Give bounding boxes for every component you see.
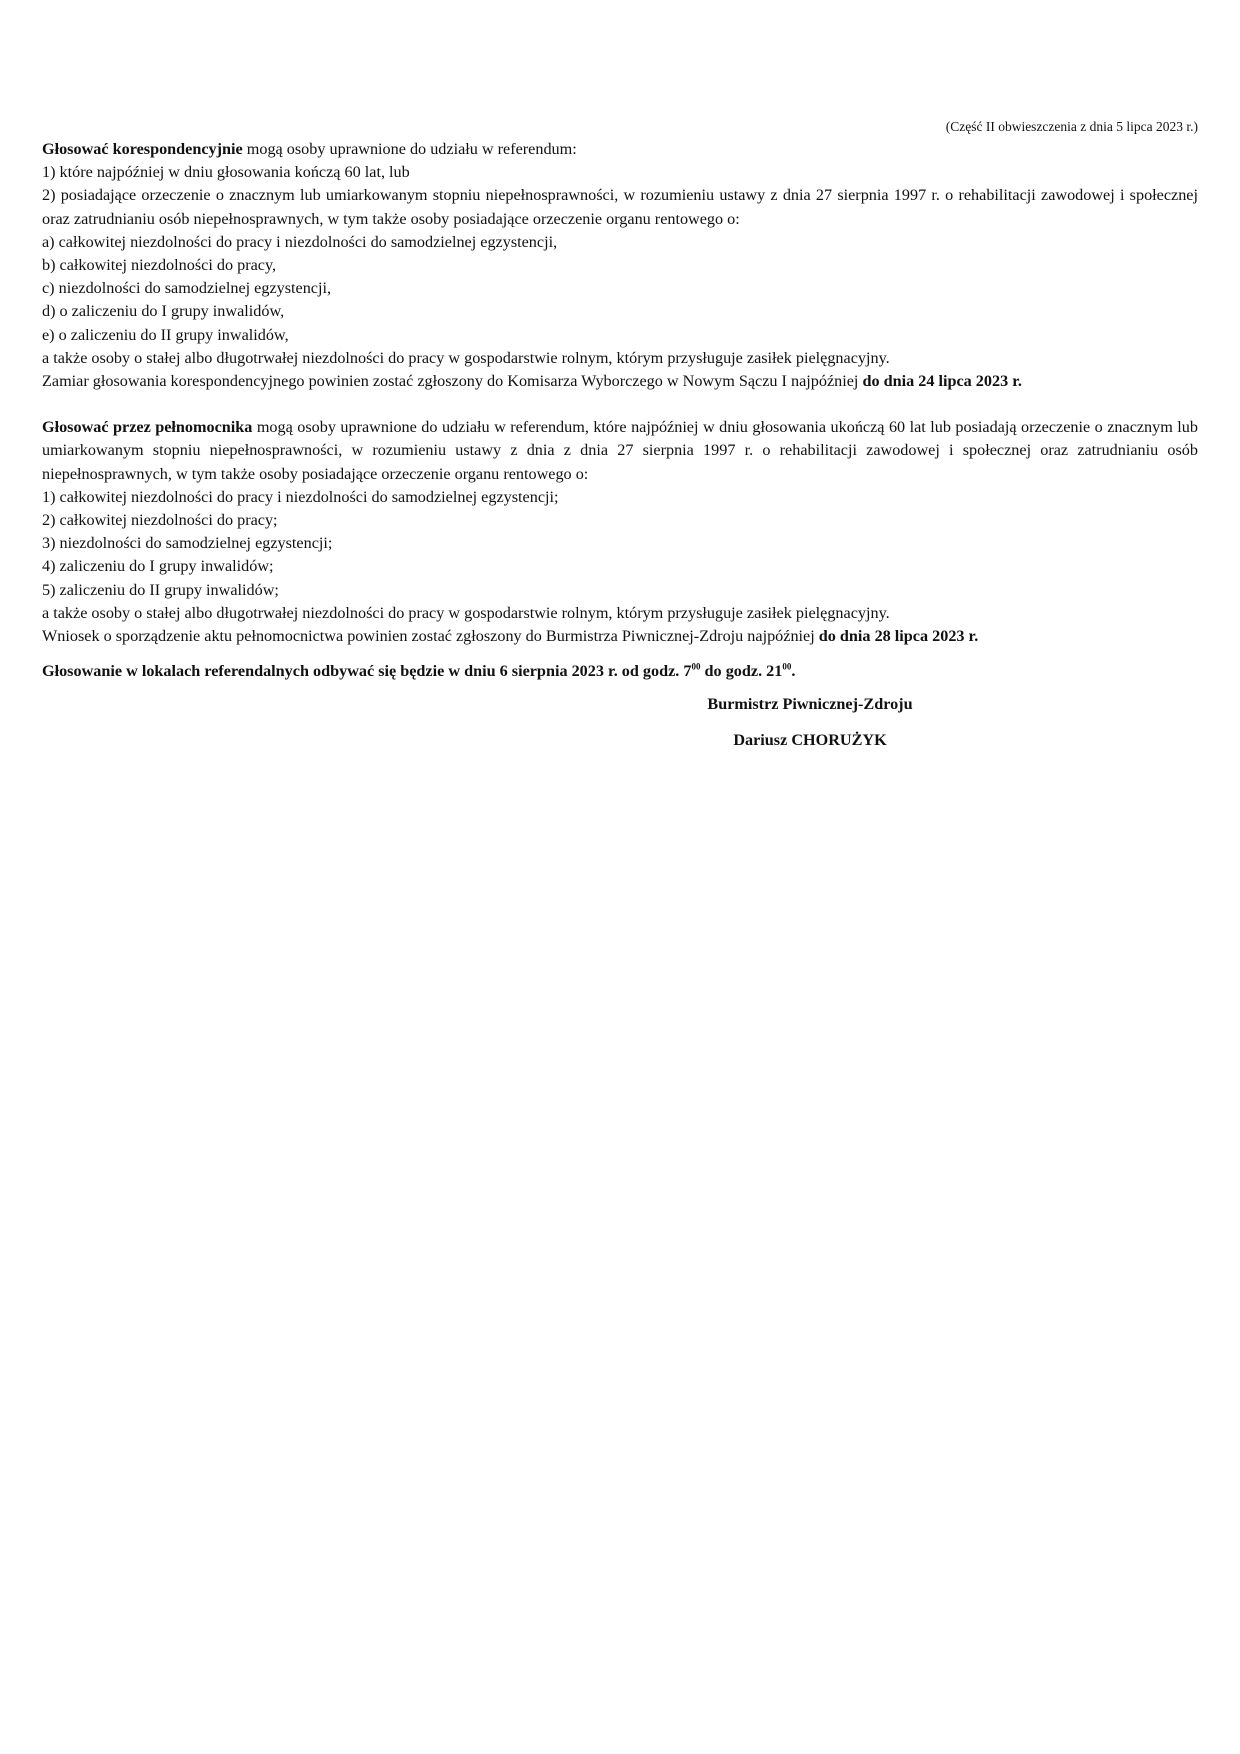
section2-item-3: 3) niezdolności do samodzielnej egzystencji; — [42, 534, 333, 553]
section1-deadline-date: do dnia 24 lipca 2023 r. — [862, 372, 1022, 391]
section1-deadline-text: Zamiar głosowania korespondencyjnego powinien zostać zgłoszony do Komisarza Wyborczego w Nowym Sączu I najpóźniej — [42, 372, 863, 391]
header-note: (Część II obwieszczenia z dnia 5 lipca 2023 r.) — [945, 119, 1198, 134]
section-correspondence-voting — [42, 138, 1198, 393]
section1-sub-item-d: d) o zaliczeniu do I grupy inwalidów, — [42, 302, 285, 321]
voting-hours-start-minutes: 00 — [691, 661, 701, 672]
voting-hours-start: Głosowanie w lokalach referendalnych odbywać się będzie w dniu 6 sierpnia 2023 r. od godz. 7 — [42, 662, 692, 681]
spacer — [42, 648, 1198, 660]
section2-item-1: 1) całkowitej niezdolności do pracy i niezdolności do samodzielnej egzystencji; — [42, 487, 559, 506]
section2-also: a także osoby o stałej albo długotrwałej niezdolności do pracy w gospodarstwie rolnym, którym przysługuje zasiłek pielęgnacyjny. — [42, 603, 890, 622]
section2-lead-rest: mogą osoby uprawnione do udziału w referendum, które najpóźniej w dniu głosowania ukończą 60 lat lub posiadają orzeczenie o znacznym lub umiarkowanym stopniu niepełnosprawności, w rozumieniu ustawy z dnia z dnia 27 sierpnia 1997 r. o rehabilitacji zawodowej i społecznej oraz zatrudnianiu osób niepełnosprawnych, w tym także osoby posiadające orzeczenie organu rentowego o: — [42, 418, 1198, 483]
spacer — [42, 393, 1198, 416]
signature-name: Dariusz CHORUŻYK — [733, 730, 887, 749]
voting-hours-text — [42, 662, 795, 680]
section2-deadline — [42, 625, 1198, 648]
signature-block — [675, 693, 945, 751]
section1-sub-item-e: e) o zaliczeniu do II grupy inwalidów, — [42, 325, 289, 344]
signature-title: Burmistrz Piwnicznej-Zdroju — [707, 695, 913, 714]
section1-sub-item-c: c) niezdolności do samodzielnej egzystencji, — [42, 279, 332, 298]
voting-hours-end-minutes: 00 — [782, 661, 792, 672]
section2-item-5: 5) zaliczeniu do II grupy inwalidów; — [42, 580, 279, 599]
section2-item-4: 4) zaliczeniu do I grupy inwalidów; — [42, 557, 274, 576]
section2-deadline-date: do dnia 28 lipca 2023 r. — [818, 627, 979, 646]
section2-lead-bold: Głosować przez pełnomocnika — [42, 418, 253, 437]
section1-item-2: 2) posiadające orzeczenie o znacznym lub umiarkowanym stopniu niepełnosprawności, w rozumieniu ustawy z dnia 27 sierpnia 1997 r. o rehabilitacji zawodowej i społecznej oraz zatrudnianiu osób niepełnosprawnych, w tym także osoby posiadające orzeczenie organu rentowego o: — [42, 186, 1198, 228]
section1-deadline — [42, 370, 1198, 393]
section2-lead — [42, 416, 1198, 486]
section2-deadline-text: Wniosek o sporządzenie aktu pełnomocnictwa powinien zostać zgłoszony do Burmistrza Piwnicznej-Zdroju najpóźniej — [42, 627, 819, 646]
voting-hours-period: . — [791, 662, 796, 681]
section1-sub-item-a: a) całkowitej niezdolności do pracy i niezdolności do samodzielnej egzystencji, — [42, 232, 558, 251]
section1-lead — [42, 138, 1198, 161]
section1-sub-item-b: b) całkowitej niezdolności do pracy, — [42, 256, 277, 275]
document-content — [42, 118, 1198, 752]
voting-hours — [42, 660, 1198, 683]
section1-lead-rest: mogą osoby uprawnione do udziału w referendum: — [242, 140, 577, 158]
section1-also: a także osoby o stałej albo długotrwałej niezdolności do pracy w gospodarstwie rolnym, którym przysługuje zasiłek pielęgnacyjny. — [42, 348, 890, 367]
voting-hours-end: do godz. 21 — [700, 662, 783, 681]
section2-item-2: 2) całkowitej niezdolności do pracy; — [42, 511, 278, 530]
section1-lead-bold: Głosować korespondencyjnie — [42, 140, 243, 158]
section-proxy-voting — [42, 416, 1198, 648]
section1-item-1: 1) które najpóźniej w dniu głosowania kończą 60 lat, lub — [42, 163, 410, 182]
